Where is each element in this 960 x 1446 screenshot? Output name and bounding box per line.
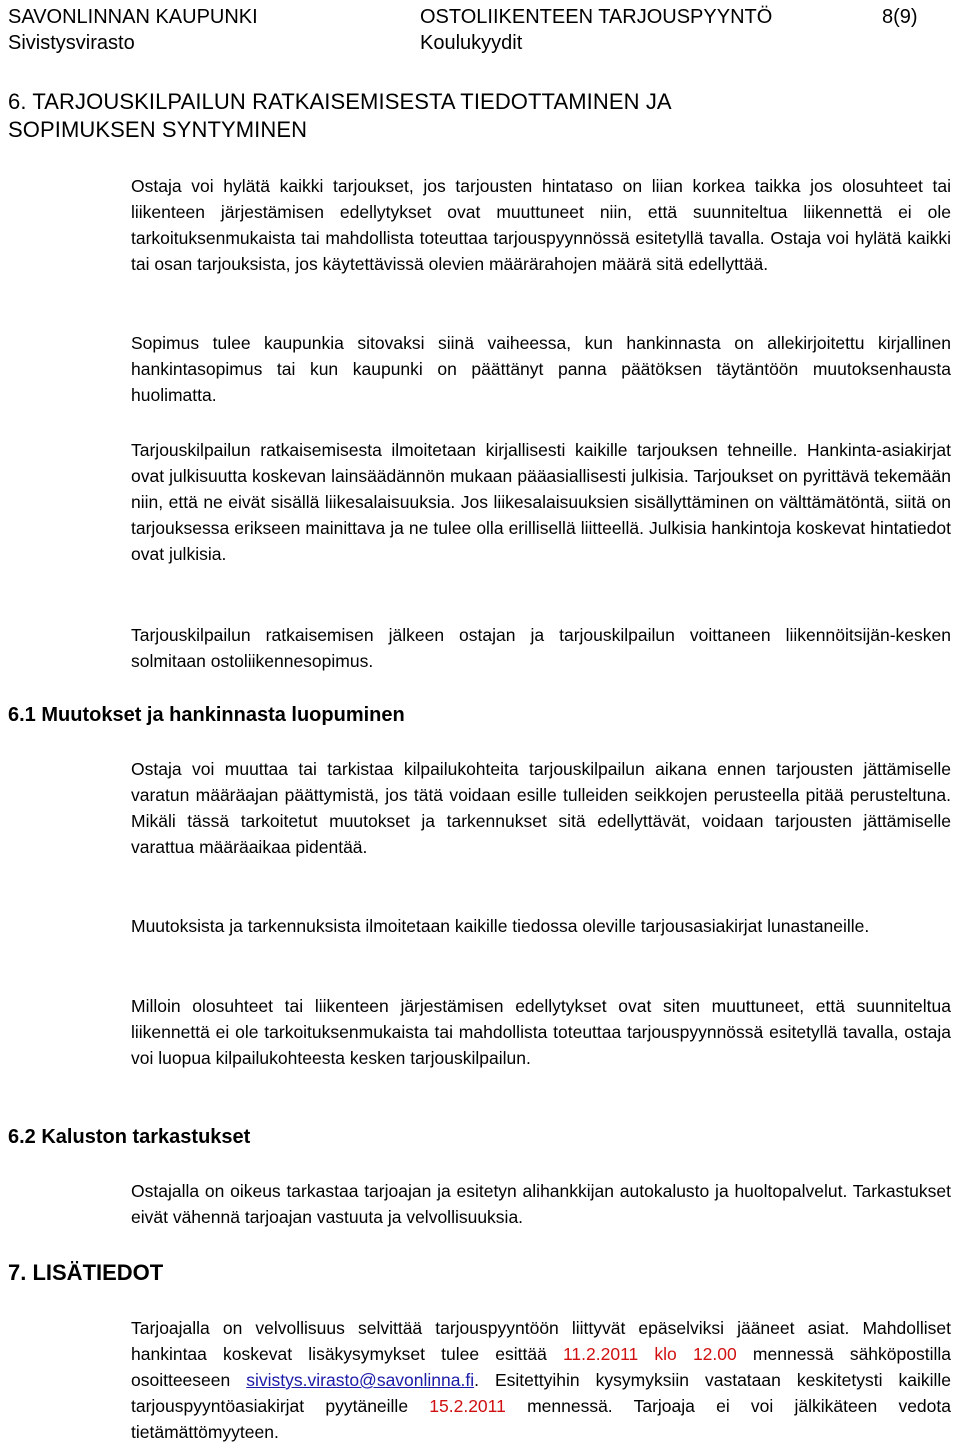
section-7-text-4: mennessä. Tarjoaja ei voi jälkikäteen vedota tietämättömyyteen. <box>131 1396 951 1442</box>
section-6-paragraph-4: Tarjouskilpailun ratkaisemisen jälkeen ostajan ja tarjouskilpailun voittaneen liikennöitsijän-kesken solmitaan ostoliikennesopimus. <box>131 625 951 671</box>
answer-date: 15.2.2011 <box>429 1396 506 1416</box>
section-6-paragraph-2: Sopimus tulee kaupunkia sitovaksi siinä vaiheessa, kun hankinnasta on allekirjoitettu kirjallinen hankintasopimus tai kun kaupunki on päättänyt panna päätöksen täytäntöön muutoksenhausta huolimatta. <box>131 333 951 405</box>
section-6-heading-line2: SOPIMUKSEN SYNTYMINEN <box>8 117 308 142</box>
section-6-1-paragraph-2: Muutoksista ja tarkennuksista ilmoitetaan kaikille tiedossa oleville tarjousasiakirjat lunastaneille. <box>131 916 870 936</box>
section-6-1-paragraph-1: Ostaja voi muuttaa tai tarkistaa kilpailukohteita tarjouskilpailun aikana ennen tarjousten jättämiselle varatun määräajan päättymistä, jos tätä voidaan esille tulleiden seikkojen perusteella pitää perusteltuna. Mikäli tässä tarkoitetut muutokset ja tarkennukset sitä edellyttävät, voidaan tarjousten jättämiselle varattua määräaikaa pidentää. <box>131 759 951 857</box>
section-6-1-paragraph-3: Milloin olosuhteet tai liikenteen järjestämisen edellytykset ovat siten muuttuneet, että suunniteltua liikennettä ei ole tarkoituksenmukaista tai mahdollista toteuttaa tarjouspyynnössä esitetyllä tavalla, ostaja voi luopua kilpailukohteesta kesken tarjouskilpailun. <box>131 996 951 1068</box>
header-dept: Sivistysvirasto <box>8 32 135 54</box>
section-6-heading <box>8 88 672 144</box>
header-org: SAVONLINNAN KAUPUNKI <box>8 6 258 28</box>
header-organization <box>8 4 258 56</box>
section-7-text-1: Tarjoajalla on velvollisuus selvittää tarjouspyyntöön liittyvät epäselviksi jääneet asiat. Mahdolliset hankintaa koskevat lisäkysymykset tulee esittää <box>131 1318 951 1364</box>
section-6-paragraph-3: Tarjouskilpailun ratkaisemisesta ilmoitetaan kirjallisesti kaikille tarjouksen tehneille. Hankinta-asiakirjat ovat julkisuutta koskevan lainsäädännön mukaan pääasiallisesti julkisia. Tarjoukset on pyrittävä tekemään niin, että ne eivät sisällä liikesalaisuuksia. Jos liikesalaisuuksien sisällyttäminen on välttämätöntä, siitä on tarjouksessa erikseen mainittava ja ne tulee olla erillisellä liitteellä. Julkisia hankintoja koskevat hintatiedot ovat julkisia. <box>131 440 951 564</box>
email-link[interactable]: sivistys.virasto@savonlinna.fi <box>246 1370 475 1390</box>
question-deadline: 11.2.2011 klo 12.00 <box>562 1344 737 1364</box>
section-7-text-3: . Esitettyihin kysymyksiin vastataan keskitetysti kaikille tarjouspyyntöasiakirjat pyytäneille <box>131 1370 951 1416</box>
header-document <box>420 4 772 56</box>
section-6-paragraph-1: Ostaja voi hylätä kaikki tarjoukset, jos tarjousten hintataso on liian korkea taikka jos olosuhteet tai liikenteen järjestämisen edellytykset ovat muuttuneet niin, että suunniteltua liikennettä ei ole tarkoituksenmukaista tai mahdollista toteuttaa tarjouspyynnössä esitetyllä tavalla. Ostaja voi hylätä kaikki tai osan tarjouksista, jos käytettävissä olevien määrärahojen määrä sitä edellyttää. <box>131 176 951 274</box>
section-6-2-heading: 6.2 Kaluston tarkastukset <box>8 1126 251 1148</box>
section-6-heading-line1: 6. TARJOUSKILPAILUN RATKAISEMISESTA TIEDOTTAMINEN JA <box>8 89 672 114</box>
header-doc-subtitle: Koulukyydit <box>420 32 523 54</box>
section-6-2-paragraph-1: Ostajalla on oikeus tarkastaa tarjoajan ja esitetyn alihankkijan autokalusto ja huoltopalvelut. Tarkastukset eivät vähennä tarjoajan vastuuta ja velvollisuuksia. <box>131 1181 951 1227</box>
section-7-paragraph <box>131 1315 951 1445</box>
header-doc-title: OSTOLIIKENTEEN TARJOUSPYYNTÖ <box>420 6 773 28</box>
page-number: 8(9) <box>882 6 918 28</box>
section-7-heading: 7. LISÄTIEDOT <box>8 1260 164 1285</box>
section-6-1-heading: 6.1 Muutokset ja hankinnasta luopuminen <box>8 704 405 726</box>
section-7-text-2: mennessä sähköpostilla osoitteeseen <box>131 1344 951 1390</box>
